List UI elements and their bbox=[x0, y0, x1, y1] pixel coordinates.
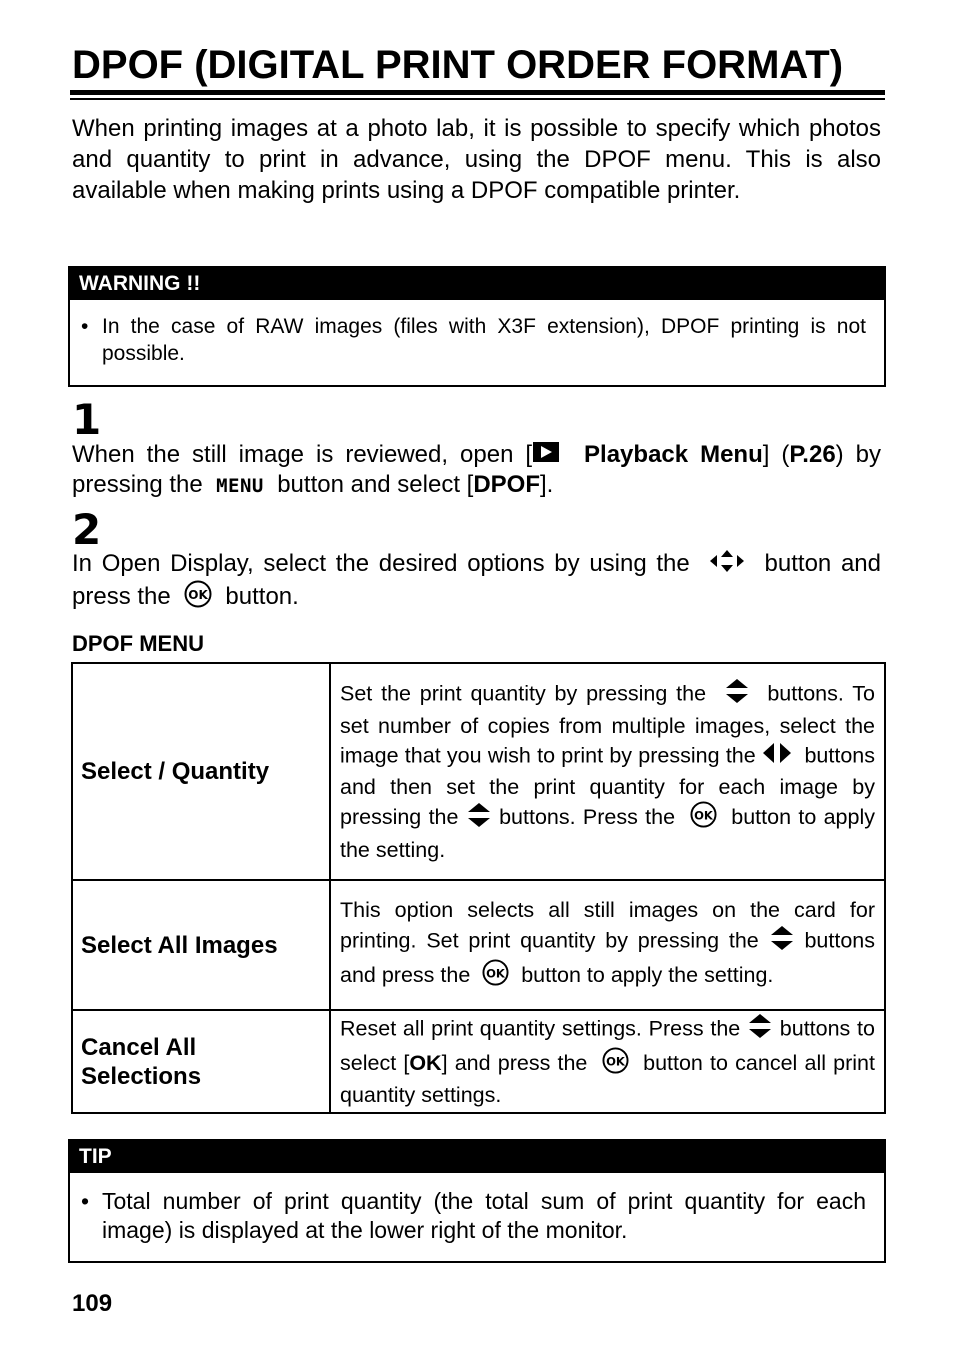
up-down-arrows-icon bbox=[769, 925, 795, 959]
warning-bullet: • bbox=[81, 315, 89, 338]
step-1-text-e: ]. bbox=[540, 471, 554, 499]
step-1-text-b: ] ( bbox=[762, 441, 790, 468]
step-2-text bbox=[72, 549, 881, 615]
step-2-text-b: button and press the bbox=[72, 550, 882, 610]
desc-text: buttons and then set the print quantity for each image by pressing the bbox=[340, 743, 875, 830]
step-2-text-c: button. bbox=[225, 583, 299, 610]
tip-bullet: • bbox=[81, 1188, 90, 1214]
step-2-text-a: In Open Display, select the desired options by using the bbox=[72, 550, 690, 577]
row-name-select-all-images: Select All Images bbox=[72, 880, 330, 1010]
desc-text: Set the print quantity by pressing the bbox=[340, 681, 707, 706]
ok-button-icon bbox=[184, 580, 212, 615]
up-down-arrows-icon bbox=[466, 802, 492, 836]
dpof-menu-heading: DPOF MENU bbox=[72, 631, 204, 656]
title-rule-thick bbox=[70, 90, 885, 95]
desc-text: Reset all print quantity settings. Press the bbox=[340, 1016, 741, 1041]
row-desc-cancel-all-selections bbox=[330, 1010, 885, 1113]
table-row bbox=[72, 880, 885, 1010]
four-way-arrows-icon bbox=[709, 549, 745, 580]
svg-text:OK: OK bbox=[486, 966, 506, 981]
ok-button-icon bbox=[690, 801, 717, 836]
svg-text:OK: OK bbox=[693, 808, 713, 823]
svg-text:OK: OK bbox=[188, 588, 208, 603]
intro-paragraph: When printing images at a photo lab, it is possible to specify which photos and quantity to print in advance, using the DPOF menu. This is also available when making prints using a DPOF compatible printer. bbox=[72, 115, 881, 204]
row-name-cancel-all-selections: Cancel All Selections bbox=[72, 1010, 330, 1113]
step-1-number: 1 bbox=[72, 395, 102, 444]
row-desc-select-quantity bbox=[330, 663, 885, 880]
desc-text: button to apply the setting. bbox=[521, 962, 774, 987]
step-2-number: 2 bbox=[72, 505, 102, 554]
row-desc-select-all-images bbox=[330, 880, 885, 1010]
ok-option-label: OK bbox=[409, 1050, 442, 1075]
page-number: 109 bbox=[72, 1290, 113, 1317]
tip-text: Total number of print quantity (the total sum of print quantity for each image) is displayed at the lower right of the monitor. bbox=[102, 1188, 866, 1243]
tip-body bbox=[70, 1173, 884, 1245]
step-1-text bbox=[72, 440, 881, 501]
desc-text: buttons to select [ bbox=[340, 1016, 875, 1075]
desc-text: button to apply the setting. bbox=[340, 805, 875, 862]
row-name-select-quantity: Select / Quantity bbox=[72, 663, 330, 880]
desc-text: buttons. To set number of copies from multiple images, select the image that you wish to print by pressing the bbox=[340, 681, 875, 768]
desc-text: buttons. Press the bbox=[499, 805, 676, 830]
warning-heading: WARNING !! bbox=[70, 268, 884, 300]
desc-text: buttons and press the bbox=[340, 928, 875, 987]
ok-button-icon bbox=[602, 1047, 629, 1082]
playback-menu-label: Playback Menu bbox=[584, 441, 763, 468]
desc-text: This option selects all still images on the card for printing. Set print quantity by pressing the bbox=[340, 898, 875, 953]
table-row bbox=[72, 1010, 885, 1113]
step-1-text-c: ) by pressing the bbox=[72, 441, 881, 499]
warning-box bbox=[68, 266, 886, 387]
step-1-text-a: When the still image is reviewed, open [ bbox=[72, 441, 533, 468]
tip-box bbox=[68, 1139, 886, 1263]
warning-text: In the case of RAW images (files with X3F extension), DPOF printing is not possible. bbox=[102, 315, 866, 365]
up-down-arrows-icon bbox=[747, 1013, 773, 1047]
left-right-arrows-icon bbox=[762, 741, 792, 773]
dpof-menu-table bbox=[71, 662, 886, 1114]
playback-icon bbox=[532, 441, 560, 470]
title-rule-thin bbox=[70, 98, 885, 100]
page-title: DPOF (DIGITAL PRINT ORDER FORMAT) bbox=[72, 43, 844, 87]
page-reference: P.26 bbox=[789, 441, 836, 468]
warning-body bbox=[70, 300, 884, 367]
svg-text:OK: OK bbox=[605, 1053, 625, 1068]
ok-button-icon bbox=[482, 959, 509, 994]
step-1-text-d: button and select [ bbox=[277, 471, 474, 499]
desc-text: button to cancel all print quantity settings. bbox=[340, 1050, 875, 1108]
desc-text: ] and press the bbox=[441, 1050, 588, 1075]
dpof-option-label: DPOF bbox=[473, 471, 541, 499]
menu-button-label: MENU bbox=[216, 475, 264, 498]
tip-heading: TIP bbox=[70, 1141, 884, 1173]
table-row bbox=[72, 663, 885, 880]
up-down-arrows-icon bbox=[724, 678, 750, 712]
